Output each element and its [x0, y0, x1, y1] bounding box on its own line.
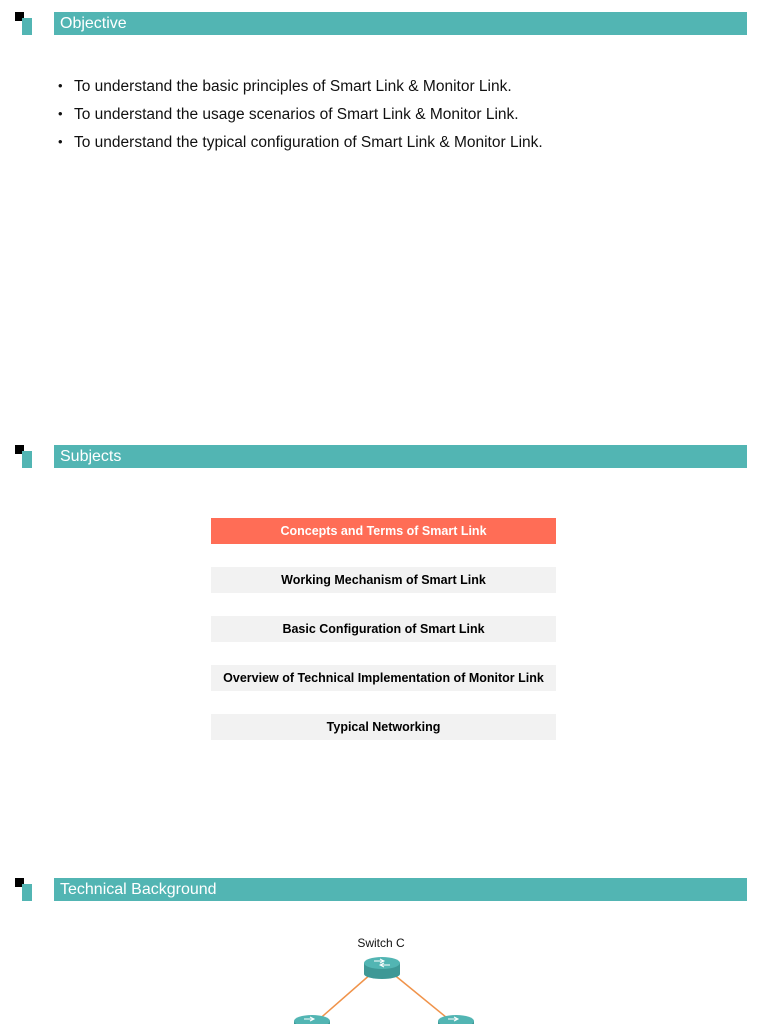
subject-item-monitor-link-overview[interactable]: Overview of Technical Implementation of Monitor Link — [211, 665, 556, 691]
switch-b-icon — [438, 1015, 474, 1024]
subjects-header — [0, 445, 768, 471]
link-c-a — [316, 973, 372, 1022]
objective-item-text: To understand the typical configuration of Smart Link & Monitor Link. — [74, 134, 543, 151]
list-item — [58, 128, 543, 156]
switch-c-label: Switch C — [357, 936, 405, 950]
subject-item-concepts[interactable]: Concepts and Terms of Smart Link — [211, 518, 556, 544]
objective-list — [58, 72, 543, 156]
bullet-icon: • — [58, 78, 63, 93]
section-marker-accent — [22, 884, 32, 901]
subject-item-basic-configuration[interactable]: Basic Configuration of Smart Link — [211, 616, 556, 642]
objective-title: Objective — [54, 12, 747, 35]
list-item — [58, 72, 543, 100]
switch-c-icon — [364, 957, 400, 979]
objective-item-text: To understand the basic principles of Smart Link & Monitor Link. — [74, 78, 512, 95]
section-marker-accent — [22, 18, 32, 35]
objective-header — [0, 12, 768, 38]
link-c-b — [392, 973, 452, 1022]
bullet-icon: • — [58, 134, 63, 149]
subject-item-working-mechanism[interactable]: Working Mechanism of Smart Link — [211, 567, 556, 593]
list-item — [58, 100, 543, 128]
subjects-title: Subjects — [54, 445, 747, 468]
objective-item-text: To understand the usage scenarios of Smart Link & Monitor Link. — [74, 106, 519, 123]
section-marker-accent — [22, 451, 32, 468]
network-diagram — [0, 930, 768, 1024]
background-title: Technical Background — [54, 878, 747, 901]
background-header — [0, 878, 768, 904]
bullet-icon: • — [58, 106, 63, 121]
switch-a-icon — [294, 1015, 330, 1024]
subject-item-typical-networking[interactable]: Typical Networking — [211, 714, 556, 740]
